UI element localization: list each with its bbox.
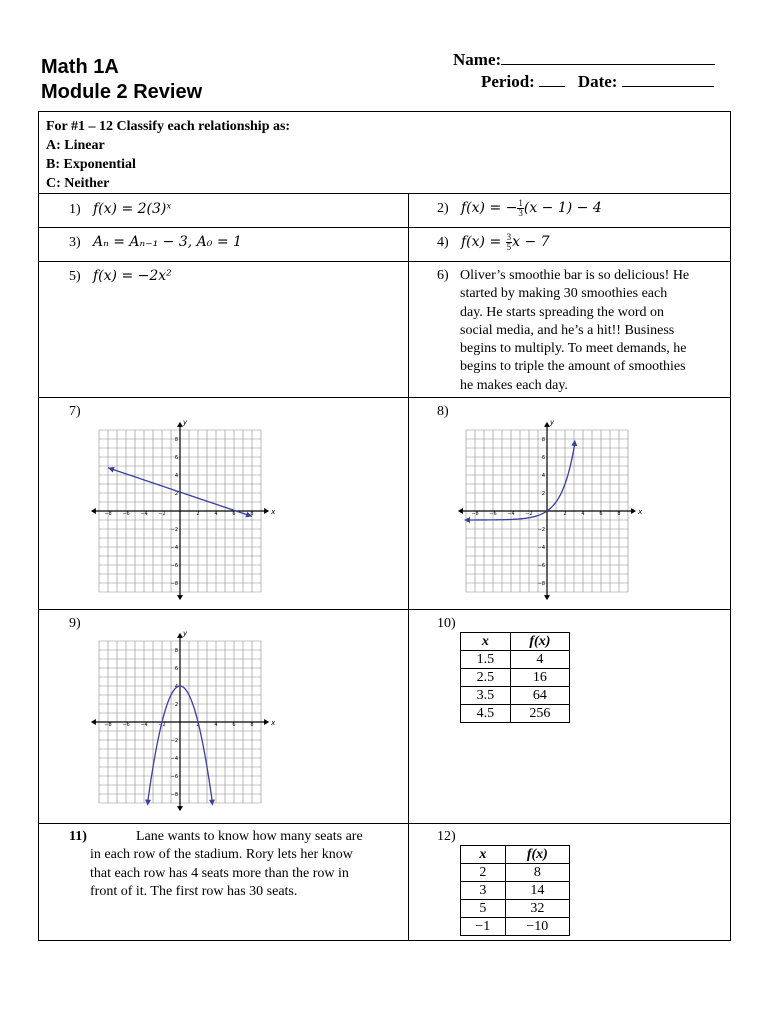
option-exponential: B: Exponential [46, 157, 136, 172]
x-tick-label: 8 [250, 722, 254, 728]
x-tick-label: 6 [599, 511, 603, 517]
story-line: that each row has 4 seats more than the row in [90, 865, 349, 881]
option-linear: A: Linear [46, 138, 105, 153]
graph-9 [93, 629, 276, 812]
story-line: social media, and he’s a hit!! Business [460, 322, 675, 338]
x-tick-label: 2 [563, 511, 567, 517]
story-line: begins to multiply. To meet demands, he [460, 341, 687, 357]
cell-fx: −10 [505, 918, 569, 936]
y-tick-label: −4 [170, 756, 178, 762]
x-tick-label: −8 [104, 722, 112, 728]
x-tick-label: −4 [140, 722, 148, 728]
y-axis-arrow-icon [177, 806, 183, 811]
y-tick-label: −2 [537, 527, 545, 533]
y-tick-label: 4 [174, 473, 178, 479]
cell-fx: 64 [510, 687, 569, 705]
x-tick-label: −6 [122, 722, 130, 728]
x-tick-label: −6 [489, 511, 497, 517]
x-tick-label: −2 [158, 722, 166, 728]
problem-grid [38, 111, 731, 941]
problem-9-number: 9) [69, 616, 81, 631]
problem-6-text [460, 267, 689, 395]
problem-number: 4) [437, 235, 449, 250]
y-tick-label: 8 [541, 437, 545, 443]
y-axis-label: y [183, 418, 188, 427]
problem-number: 1) [69, 202, 81, 217]
table-12 [460, 845, 570, 936]
y-tick-label: 4 [541, 473, 545, 479]
cell-fx: 14 [505, 882, 569, 900]
y-tick-label: 2 [174, 491, 178, 497]
row-divider [39, 227, 730, 228]
graph-8 [460, 418, 643, 601]
cell-fx: 32 [505, 900, 569, 918]
problem-expression: Aₙ = Aₙ₋₁ − 3, A₀ = 1 [93, 234, 242, 250]
x-axis-label: x [271, 719, 276, 727]
y-axis-arrow-icon [544, 595, 550, 600]
name-blank[interactable] [501, 49, 715, 65]
cell-x: 3 [461, 882, 506, 900]
y-tick-label: 6 [174, 666, 178, 672]
x-tick-label: 4 [214, 722, 218, 728]
problem-number: 3) [69, 235, 81, 250]
instruction-line: For #1 – 12 Classify each relationship as: [46, 119, 291, 134]
y-tick-label: 8 [174, 437, 178, 443]
problem-8-number: 8) [437, 404, 449, 419]
x-tick-label: −8 [104, 511, 112, 517]
x-tick-label: −2 [525, 511, 533, 517]
table-row [461, 705, 570, 723]
row-divider [39, 397, 730, 398]
story-line: in each row of the stadium. Rory lets her know [90, 847, 353, 863]
fraction-numerator: 1 [518, 198, 523, 209]
problem-1 [69, 200, 171, 219]
cell-fx: 16 [510, 669, 569, 687]
y-tick-label: 6 [541, 455, 545, 461]
problem-expression: f(x) = [461, 234, 506, 250]
y-tick-label: −2 [170, 527, 178, 533]
problem-4 [437, 233, 550, 252]
row-divider [39, 261, 730, 262]
y-tick-label: 8 [174, 648, 178, 654]
y-tick-label: −6 [170, 774, 178, 780]
x-axis-arrow-icon [91, 719, 96, 725]
fraction-numerator: 3 [506, 232, 512, 243]
column-header-fx: f(x) [510, 633, 569, 651]
date-label: Date: [577, 72, 618, 91]
cell-x: 5 [461, 900, 506, 918]
curve-arrow-icon [464, 517, 470, 523]
problem-10-number: 10) [437, 616, 456, 631]
problem-11-number: 11) [69, 829, 87, 844]
table-row [461, 687, 570, 705]
y-tick-label: 2 [174, 702, 178, 708]
fraction-denominator: 5 [506, 242, 512, 253]
y-tick-label: −6 [170, 563, 178, 569]
problem-number: 2) [437, 201, 449, 216]
date-blank[interactable] [622, 71, 714, 87]
x-axis-label: x [271, 508, 276, 516]
x-tick-label: 2 [196, 511, 200, 517]
problem-expression: x − 7 [512, 234, 550, 250]
table-row [461, 669, 570, 687]
row-divider [39, 193, 730, 194]
table-row [461, 864, 570, 882]
y-tick-label: −4 [170, 545, 178, 551]
y-tick-label: 4 [174, 684, 178, 690]
problem-expression: f(x) = − [461, 200, 518, 216]
graph-7 [93, 418, 276, 601]
story-line: started by making 30 smoothies each [460, 286, 668, 302]
x-tick-label: 8 [250, 511, 254, 517]
fraction-denominator: 3 [518, 208, 523, 219]
x-tick-label: −2 [158, 511, 166, 517]
table-row [461, 900, 570, 918]
name-field[interactable] [453, 49, 715, 70]
problem-3 [69, 233, 242, 252]
y-tick-label: 6 [174, 455, 178, 461]
cell-fx: 8 [505, 864, 569, 882]
cell-x: 1.5 [461, 651, 511, 669]
cell-x: 2 [461, 864, 506, 882]
x-tick-label: 6 [232, 511, 236, 517]
problem-11-text [90, 828, 400, 901]
y-tick-label: −8 [170, 792, 178, 798]
table-row [461, 651, 570, 669]
problem-7-number: 7) [69, 404, 81, 419]
story-line: Oliver’s smoothie bar is so delicious! He [460, 268, 690, 283]
row-divider [39, 823, 730, 824]
y-tick-label: −8 [537, 581, 545, 587]
x-axis-arrow-icon [91, 508, 96, 514]
x-tick-label: 8 [617, 511, 621, 517]
column-header-x: x [461, 846, 506, 864]
curve-arrow-icon [108, 467, 115, 473]
story-line: begins to triple the amount of smoothies [460, 359, 686, 375]
period-label: Period: [481, 72, 535, 91]
x-axis-arrow-icon [631, 508, 636, 514]
y-axis-arrow-icon [177, 595, 183, 600]
x-tick-label: 6 [232, 722, 236, 728]
problem-expression: (x − 1) − 4 [523, 200, 602, 216]
table-header-row [461, 846, 570, 864]
x-axis-arrow-icon [458, 508, 463, 514]
curve-arrow-icon [209, 799, 215, 805]
story-line: Lane wants to know how many seats are [136, 829, 363, 844]
problem-expression: f(x) = −2x² [93, 268, 172, 284]
cell-fx: 256 [510, 705, 569, 723]
problem-2 [437, 199, 602, 218]
graph-8-curve [466, 443, 575, 520]
instructions [46, 117, 290, 193]
story-line: he makes each day. [460, 377, 568, 393]
x-tick-label: 4 [214, 511, 218, 517]
column-header-x: x [461, 633, 511, 651]
cell-x: −1 [461, 918, 506, 936]
problem-12-number: 12) [437, 829, 456, 844]
y-tick-label: −6 [537, 563, 545, 569]
problem-expression: f(x) = 2(3)ˣ [93, 201, 172, 217]
story-line: day. He starts spreading the word on [460, 304, 664, 320]
problem-6-number: 6) [437, 268, 449, 283]
y-axis-label: y [550, 418, 555, 427]
problem-5 [69, 267, 172, 286]
y-tick-label: −2 [170, 738, 178, 744]
x-tick-label: 2 [196, 722, 200, 728]
table-row [461, 882, 570, 900]
cell-x: 2.5 [461, 669, 511, 687]
x-axis-arrow-icon [264, 508, 269, 514]
period-blank[interactable] [539, 71, 565, 87]
y-tick-label: −4 [537, 545, 545, 551]
x-tick-label: −6 [122, 511, 130, 517]
column-header-fx: f(x) [505, 846, 569, 864]
story-line: front of it. The first row has 30 seats. [90, 883, 298, 899]
x-tick-label: 4 [581, 511, 585, 517]
module-title: Module 2 Review [41, 81, 203, 103]
table-10 [460, 632, 570, 723]
column-divider [408, 193, 409, 941]
x-tick-label: −8 [471, 511, 479, 517]
option-neither: C: Neither [46, 176, 110, 191]
course-title: Math 1A [41, 56, 119, 78]
problem-number: 5) [69, 269, 81, 284]
table-row [461, 918, 570, 936]
name-label: Name: [453, 50, 502, 69]
table-header-row [461, 633, 570, 651]
curve-arrow-icon [145, 799, 151, 805]
x-axis-arrow-icon [264, 719, 269, 725]
cell-x: 4.5 [461, 705, 511, 723]
period-date-field[interactable] [481, 71, 714, 92]
y-tick-label: 2 [541, 491, 545, 497]
y-tick-label: −8 [170, 581, 178, 587]
cell-x: 3.5 [461, 687, 511, 705]
x-tick-label: −4 [140, 511, 148, 517]
cell-fx: 4 [510, 651, 569, 669]
row-divider [39, 609, 730, 610]
y-axis-label: y [183, 629, 188, 638]
x-axis-label: x [638, 508, 643, 516]
x-tick-label: −4 [507, 511, 515, 517]
